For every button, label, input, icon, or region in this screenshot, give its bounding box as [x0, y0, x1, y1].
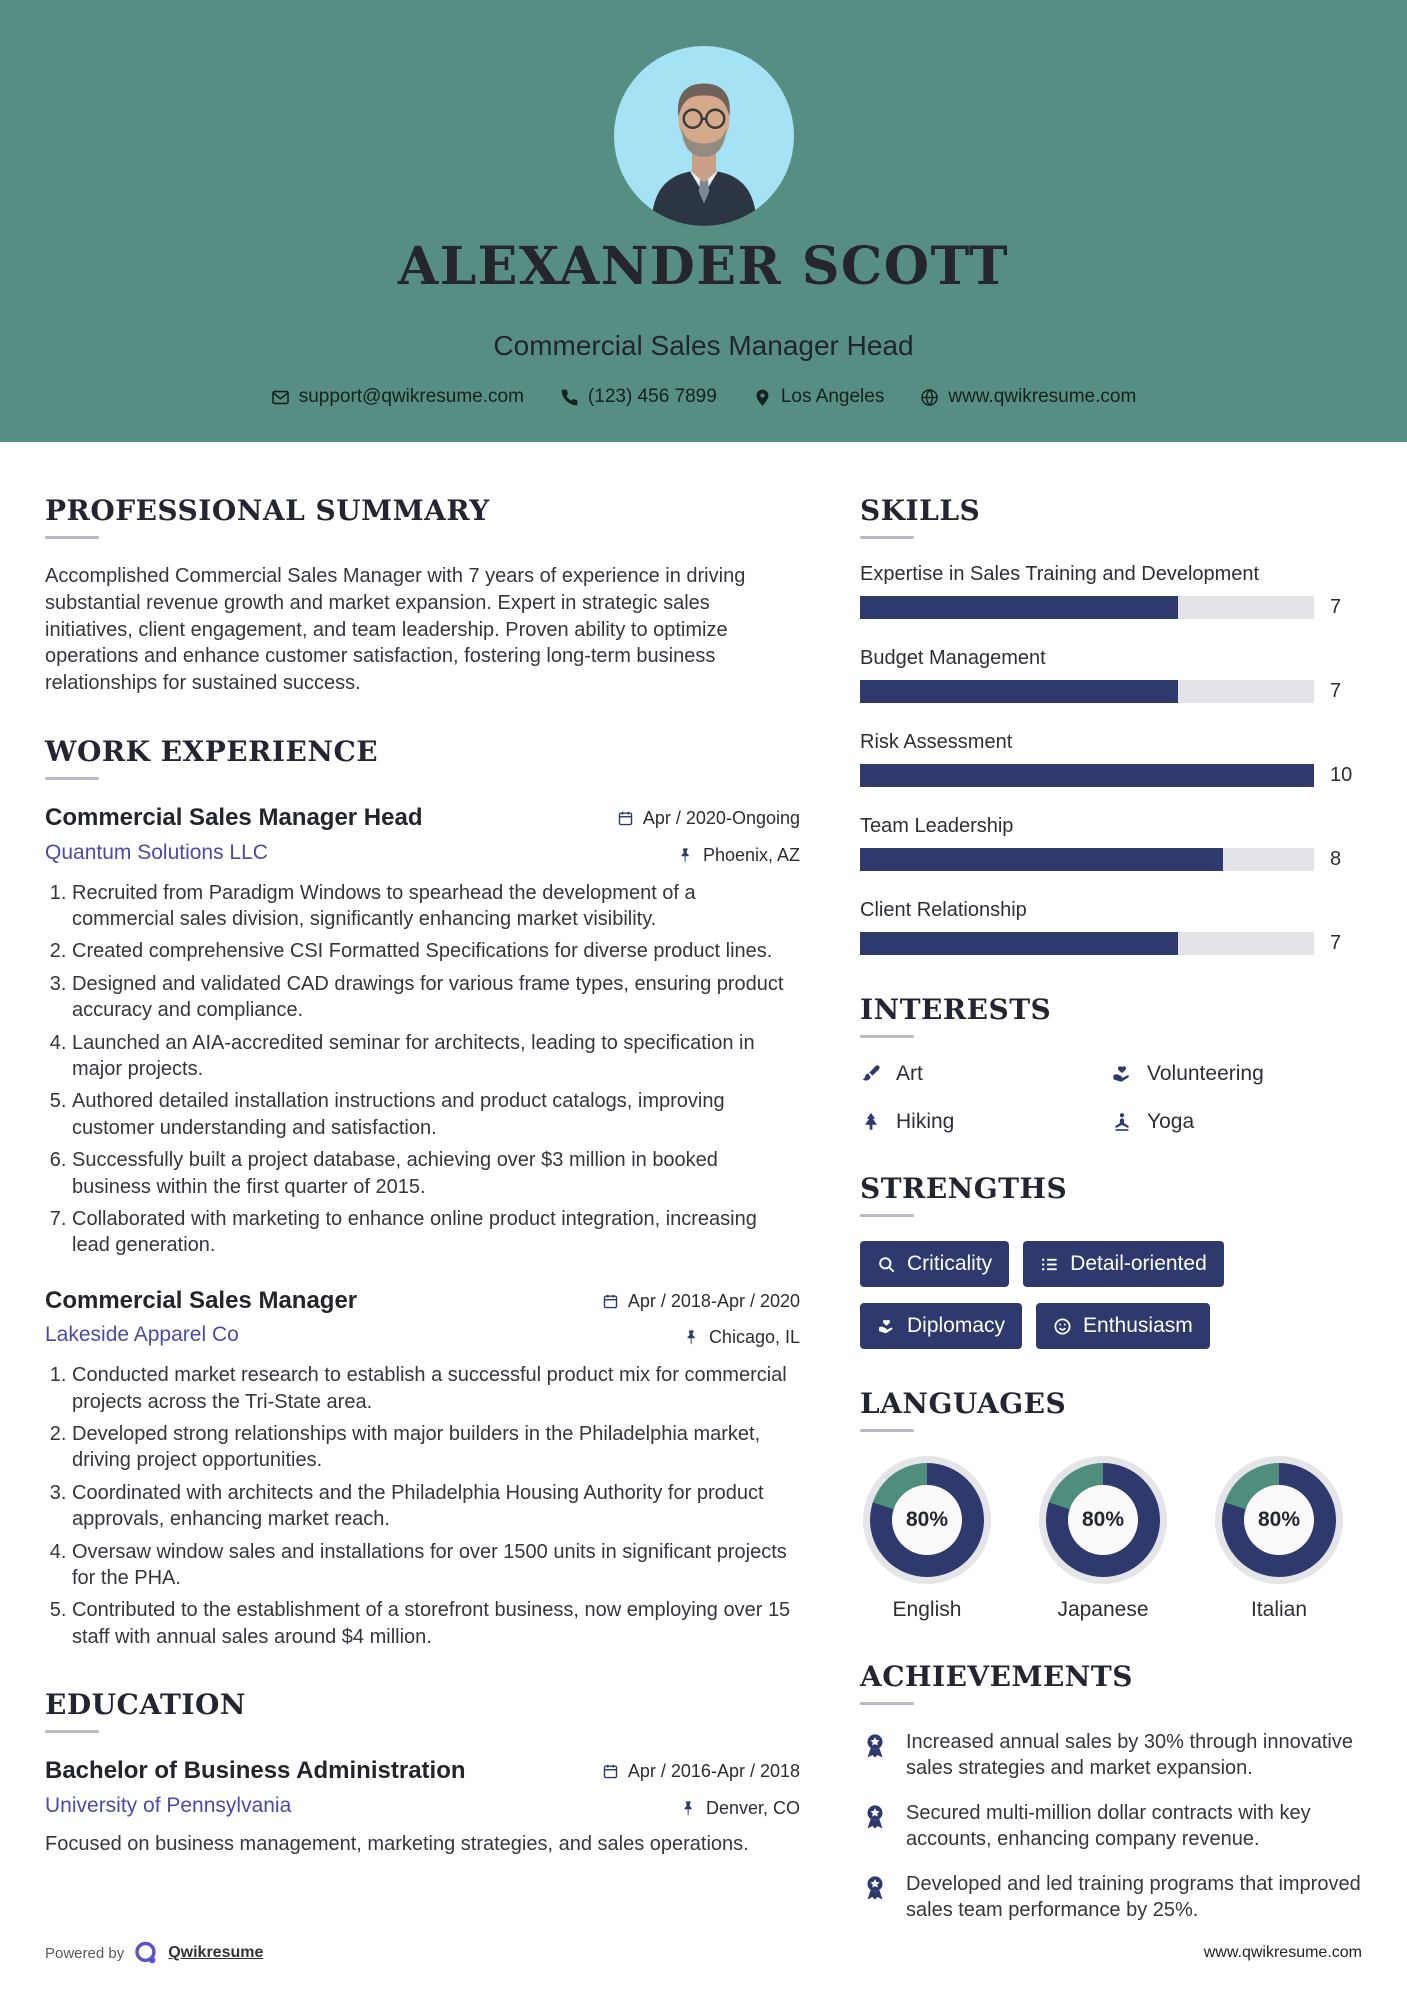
strength-badge [860, 1303, 1022, 1349]
section-languages [860, 1387, 1362, 1622]
skill-bar [860, 596, 1314, 619]
job-bullet-list [45, 1362, 800, 1650]
skill-bar [860, 680, 1314, 703]
strength-label: Criticality [907, 1252, 993, 1276]
section-interests [860, 993, 1362, 1134]
language-percent: 80% [1068, 1485, 1138, 1555]
skill-bar-fill [860, 596, 1178, 619]
profile-photo [614, 46, 794, 226]
skill-label: Budget Management [860, 647, 1046, 670]
interest-label: Art [896, 1062, 923, 1086]
interest-item [1111, 1110, 1362, 1134]
skill-label: Expertise in Sales Training and Development [860, 563, 1260, 586]
left-column [45, 494, 800, 1896]
education-location [680, 1798, 800, 1819]
language-donut-chart [863, 1456, 991, 1584]
handshake-icon [877, 1317, 896, 1336]
school-name: University of Pennsylvania [45, 1793, 292, 1817]
job-bullet: 1. Recruited from Paradigm Windows to spearhead the development of a commercial sales division, significantly enhancing market visibility. [72, 880, 800, 933]
education-dates [602, 1761, 800, 1782]
education-heading: EDUCATION [45, 1688, 246, 1722]
interest-label: Volunteering [1147, 1062, 1264, 1086]
job-dates-text: Apr / 2018-Apr / 2020 [627, 1290, 800, 1311]
job-dates-text: Apr / 2020-Ongoing [642, 808, 800, 828]
section-strengths [860, 1172, 1362, 1349]
skill-bar [860, 848, 1314, 871]
candidate-name: ALEXANDER SCOTT [397, 236, 1010, 297]
contact-bar [0, 386, 1407, 408]
education-dates-text: Apr / 2016-Apr / 2018 [627, 1761, 800, 1782]
job-title: Commercial Sales Manager Head [45, 804, 423, 831]
job-company: Quantum Solutions LLC [45, 840, 268, 864]
achievement-text: Secured multi-million dollar contracts with key accounts, enhancing company revenue. [906, 1802, 1311, 1851]
job-location-text: Phoenix, AZ [702, 844, 800, 865]
heading-underline [860, 1429, 914, 1432]
job-bullet: 3. Coordinated with architects and the Philadelphia Housing Authority for product approvals, enhancing market reach. [72, 1480, 800, 1533]
job-bullet: 4. Launched an AIA-accredited seminar for architects, leading to specification in major projects. [72, 1030, 800, 1083]
strength-label: Detail-oriented [1070, 1252, 1207, 1276]
job-bullet: 4. Oversaw window sales and installations for over 1500 units in significant projects for the PHA. [72, 1539, 800, 1592]
skill-item [860, 815, 1362, 871]
education-description: Focused on business management, marketing strategies, and sales operations. [45, 1832, 749, 1855]
job-location [683, 1327, 800, 1348]
contact-website[interactable] [920, 386, 1136, 408]
achievement-text: Developed and led training programs that improved sales team performance by 25%. [906, 1873, 1361, 1922]
skill-bar-fill [860, 848, 1223, 871]
achievement-medal-icon [860, 1872, 890, 1902]
list-icon [1040, 1255, 1059, 1274]
section-education [45, 1688, 800, 1857]
summary-heading: PROFESSIONAL SUMMARY [45, 494, 490, 528]
skill-value: 7 [1330, 932, 1342, 955]
degree-title: Bachelor of Business Administration [45, 1757, 466, 1785]
language-percent: 80% [1244, 1485, 1314, 1555]
skill-item [860, 647, 1362, 703]
job-bullet: 2. Developed strong relationships with major builders in the Philadelphia market, driving project opportunities. [72, 1421, 800, 1474]
achievement-medal-icon [860, 1730, 890, 1760]
powered-by-label: Powered by [45, 1944, 125, 1962]
contact-email-text: support@qwikresume.com [298, 386, 524, 408]
job-entry [45, 1287, 800, 1651]
language-label: Japanese [1057, 1598, 1149, 1622]
skill-bar [860, 764, 1314, 787]
job-bullet: 5. Authored detailed installation instructions and product catalogs, improving customer understanding and satisfaction. [72, 1088, 800, 1141]
language-item [1036, 1456, 1170, 1622]
contact-website-text: www.qwikresume.com [948, 386, 1137, 408]
job-bullet: 6. Successfully built a project database, achieving over $3 million in booked business within the first quarter of 2015. [72, 1147, 800, 1200]
skill-item [860, 899, 1362, 955]
pine-tree-icon [860, 1111, 882, 1133]
yoga-icon [1111, 1111, 1133, 1133]
strength-badge [1023, 1241, 1224, 1287]
achievements-heading: ACHIEVEMENTS [860, 1660, 1133, 1694]
language-label: English [892, 1598, 962, 1622]
interests-heading: INTERESTS [860, 993, 1052, 1027]
handshake-icon [1111, 1063, 1133, 1085]
skill-bar-fill [860, 764, 1314, 787]
heading-underline [45, 1730, 99, 1733]
job-location [677, 845, 800, 866]
skill-value: 7 [1330, 596, 1342, 619]
education-location-text: Denver, CO [705, 1797, 800, 1818]
strengths-heading: STRENGTHS [860, 1172, 1068, 1206]
job-company: Lakeside Apparel Co [45, 1323, 239, 1347]
contact-phone[interactable] [560, 386, 717, 408]
donut-ring [870, 1463, 984, 1577]
heading-underline [860, 536, 914, 539]
job-bullet: 5. Contributed to the establishment of a storefront business, now employing over 15 staff with annual sales around $4 million. [72, 1597, 800, 1650]
skill-item [860, 563, 1362, 619]
candidate-title: Commercial Sales Manager Head [493, 330, 914, 362]
skill-label: Risk Assessment [860, 731, 1013, 754]
contact-phone-text: (123) 456 7899 [587, 386, 717, 408]
right-column [860, 494, 1362, 1961]
achievement-medal-icon [860, 1801, 890, 1831]
envelope-icon [271, 388, 290, 407]
section-skills [860, 494, 1362, 955]
skill-bar [860, 932, 1314, 955]
strength-label: Diplomacy [907, 1314, 1006, 1338]
skill-value: 10 [1330, 764, 1353, 787]
language-label: Italian [1250, 1598, 1308, 1622]
skill-bar-fill [860, 680, 1178, 703]
language-item [860, 1456, 994, 1622]
job-bullet: 1. Conducted market research to establish a successful product mix for commercial projects across the Tri-State area. [72, 1362, 800, 1415]
qwikresume-link[interactable]: Qwikresume [168, 1944, 264, 1961]
contact-location-text: Los Angeles [780, 386, 885, 408]
phone-icon [560, 388, 579, 407]
interest-item [860, 1062, 1111, 1086]
interest-item [860, 1110, 1111, 1134]
language-percent: 80% [892, 1485, 962, 1555]
interest-label: Hiking [896, 1110, 955, 1134]
skill-value: 7 [1330, 680, 1342, 703]
achievement-item [860, 1800, 1362, 1852]
strength-badge [860, 1241, 1009, 1287]
resume-header [0, 0, 1407, 442]
job-bullet-list [45, 880, 800, 1259]
heading-underline [45, 536, 99, 539]
strength-badge [1036, 1303, 1210, 1349]
donut-ring [1046, 1463, 1160, 1577]
smiley-icon [1053, 1317, 1072, 1336]
summary-text: Accomplished Commercial Sales Manager with 7 years of experience in driving substantial revenue growth and market expansion. Expert in strategic sales initiatives, client engagement, and team leadership. Proven ability to optimize operations and enhance customer satisfaction, fostering long-term business relationships for sustained success. [45, 565, 746, 695]
skill-item [860, 731, 1362, 787]
paintbrush-icon [860, 1063, 882, 1085]
page-footer [45, 1940, 1362, 1966]
language-item [1212, 1456, 1346, 1622]
heading-underline [45, 777, 99, 780]
job-bullet: 2. Created comprehensive CSI Formatted Specifications for diverse product lines. [72, 938, 800, 964]
donut-ring [1222, 1463, 1336, 1577]
skill-value: 8 [1330, 848, 1342, 871]
job-entry [45, 804, 800, 1259]
qwikresume-logo-icon [133, 1940, 159, 1966]
section-achievements [860, 1660, 1362, 1923]
calendar-icon [617, 810, 634, 827]
footer-website-link[interactable]: www.qwikresume.com [1203, 1944, 1362, 1961]
achievement-item [860, 1729, 1362, 1781]
job-title: Commercial Sales Manager [45, 1286, 358, 1314]
experience-heading: WORK EXPERIENCE [45, 735, 379, 768]
resume-body [0, 442, 1407, 1961]
skill-label: Client Relationship [860, 899, 1027, 922]
job-bullet: 7. Collaborated with marketing to enhance online product integration, increasing lead generation. [72, 1206, 800, 1259]
globe-icon [920, 388, 939, 407]
calendar-icon [602, 1763, 619, 1780]
achievement-text: Increased annual sales by 30% through innovative sales strategies and market expansion. [906, 1731, 1353, 1780]
heading-underline [860, 1702, 914, 1705]
language-donut-chart [1039, 1456, 1167, 1584]
interest-item [1111, 1062, 1362, 1086]
section-work-experience [45, 735, 800, 1650]
calendar-icon [602, 1293, 619, 1310]
heading-underline [860, 1214, 914, 1217]
heading-underline [860, 1035, 914, 1038]
skill-bar-fill [860, 932, 1178, 955]
language-donut-chart [1215, 1456, 1343, 1584]
contact-location [753, 386, 885, 408]
map-pin-icon [753, 388, 772, 407]
strength-label: Enthusiasm [1083, 1314, 1193, 1338]
interest-label: Yoga [1147, 1110, 1195, 1134]
languages-heading: LANGUAGES [860, 1387, 1067, 1421]
section-professional-summary [45, 494, 800, 697]
contact-email[interactable] [271, 386, 524, 408]
avatar-illustration [614, 46, 794, 226]
pushpin-icon [680, 1800, 697, 1817]
skill-label: Team Leadership [860, 815, 1014, 838]
pushpin-icon [683, 1329, 700, 1346]
job-bullet: 3. Designed and validated CAD drawings for various frame types, ensuring product accuracy and compliance. [72, 971, 800, 1024]
pushpin-icon [677, 847, 694, 864]
skills-heading: SKILLS [860, 494, 981, 528]
job-dates [602, 1291, 800, 1312]
magnifier-icon [877, 1255, 896, 1274]
job-location-text: Chicago, IL [708, 1327, 800, 1348]
achievement-item [860, 1871, 1362, 1923]
job-dates [617, 808, 800, 829]
powered-by [45, 1940, 263, 1966]
